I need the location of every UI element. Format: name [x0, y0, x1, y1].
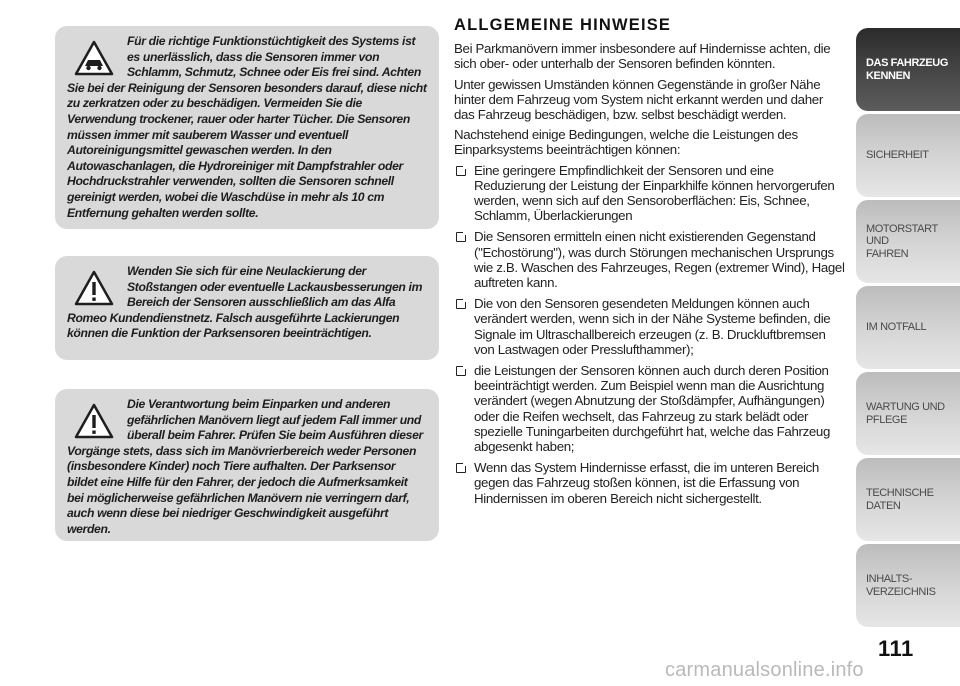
list-item-text: Die Sensoren ermitteln einen nicht existierenden Gegenstand ("Echostörung"), was durch Störungen mechanischen Ursprungs wie z.B. Waschen des Fahrzeuges, Regen (extremer Wind), Hagel auftreten kann.: [474, 229, 845, 291]
checkbox-bullet-icon: [456, 366, 466, 376]
list-item: [454, 460, 846, 506]
warning-box-repainting: [55, 256, 439, 360]
warning-text: Die Verantwortung beim Einparken und anderen gefährlichen Manövern liegt auf jedem Fall immer und überall beim Fahrer. Prüfen Sie beim Ausführen dieser Vorgänge stets, dass sich im Manövrierbereich weder Personen (insbesondere Kinder) noch Tiere aufhalten. Der Parksensor bildet eine Hilfe für den Fahrer, der jedoch die Aufmerksamkeit bei möglicherweise gefährlichen Manövern nie verringern darf, auch wenn diese bei niedriger Geschwindigkeit ausgeführt werden.: [67, 397, 423, 536]
tab-label: TECHNISCHE DATEN: [866, 487, 934, 512]
list-item: [454, 229, 846, 290]
watermark: carmanualsonline.info: [665, 659, 864, 681]
tab-label: DAS FAHRZEUG KENNEN: [866, 57, 948, 82]
tab-label: SICHERHEIT: [866, 149, 929, 162]
list-item-text: Die von den Sensoren gesendeten Meldungen können auch verändert werden, wenn sich in der Nähe Systeme befinden, die Signale im Ultraschallbereich erzeugen (z. B. Druckluftbremsen von Lastwagen oder Presslufthammer);: [474, 296, 831, 357]
page-number: 111: [878, 636, 914, 661]
list-item-text: die Leistungen der Sensoren können auch durch deren Position beeinträchtigt werden. Zum Beispiel wenn man die Ausrichtung verändert (wegen Abnutzung der Stoßdämpfer, Aufhängungen) oder die Reifen wechselt, das Fahrzeug zu stark belädt oder spezielle Tuningarbeiten durchgeführt hat, welche das Fahrzeug abgesenkt haben;: [474, 363, 831, 455]
tab-im-notfall[interactable]: [856, 286, 960, 369]
chapter-tabs: [856, 28, 960, 630]
tab-sicherheit[interactable]: [856, 114, 960, 197]
tab-label: IM NOTFALL: [866, 321, 927, 334]
tab-wartung-und-pflege[interactable]: [856, 372, 960, 455]
warning-box-driver-responsibility: [55, 389, 439, 541]
tab-label: WARTUNG UND PFLEGE: [866, 401, 945, 426]
list-item: [454, 163, 846, 224]
paragraph: Bei Parkmanövern immer insbesondere auf Hindernisse achten, die sich ober- oder unterhalb der Sensoren befinden könnten.: [454, 41, 831, 72]
list-item-text: Eine geringere Empfindlichkeit der Sensoren und eine Reduzierung der Leistung der Einparkhilfe können hervorgerufen werden, wenn sich auf den Sensoroberflächen: Eis, Schnee, Schlamm, Überlackierungen: [474, 162, 835, 224]
condition-list: [454, 163, 846, 506]
warning-text: Für die richtige Funktionstüchtigkeit des Systems ist es unerlässlich, dass die Sensoren immer von Schlamm, Schmutz, Schnee oder Eis frei sind. Achten Sie bei der Reinigung der Sensoren besonders darauf, diese nicht zu zerkratzen oder zu beschädigen. Vermeiden Sie die Verwendung trockener, rauer oder harter Tücher. Die Sensoren müssen immer mit sauberem Wasser und eventuell Autoreinigungsmittel gewaschen werden. In den Autowaschanlagen, die Hydroreiniger mit Dampfstrahler oder Hochdruckstrahler verwenden, sollten die Sensoren schnell gereinigt werden, wobei die Waschdüse in mehr als 10 cm Entfernung gehalten werden sollte.: [67, 34, 427, 220]
warning-triangle-icon: [65, 399, 123, 443]
checkbox-bullet-icon: [456, 299, 466, 309]
list-item-text: Wenn das System Hindernisse erfasst, die im unteren Bereich gegen das Fahrzeug stoßen können, ist die Erfassung von Hindernissen im oberen Bereich nicht sichergestellt.: [474, 460, 819, 506]
warning-text: Wenden Sie sich für eine Neulackierung der Stoßstangen oder eventuelle Lackausbesserungen im Bereich der Sensoren ausschließlich am das Alfa Romeo Kundendienstnetz. Falsch ausgeführte Lackierungen können die Funktion der Parksensoren beeinträchtigen.: [67, 264, 423, 341]
main-content: [454, 18, 846, 512]
checkbox-bullet-icon: [456, 232, 466, 242]
warning-triangle-icon: [65, 266, 123, 310]
tab-label: INHALTS- VERZEICHNIS: [866, 573, 936, 598]
list-item: [454, 363, 846, 454]
tab-inhaltsverzeichnis[interactable]: [856, 544, 960, 627]
paragraph: Nachstehend einige Bedingungen, welche die Leistungen des Einparksystems beeinträchtigen können:: [454, 127, 798, 158]
list-item: [454, 296, 846, 357]
tab-label: MOTORSTART UND FAHREN: [866, 222, 938, 260]
tab-das-fahrzeug-kennen[interactable]: [856, 28, 960, 111]
paragraph: Unter gewissen Umständen können Gegenstände in großer Nähe hinter dem Fahrzeug vom System nicht erkannt werden und daher das Fahrzeug beschädigen, bzw. selbst beschädigt werden.: [454, 76, 823, 123]
checkbox-bullet-icon: [456, 463, 466, 473]
section-heading: ALLGEMEINE HINWEISE: [454, 16, 672, 34]
car-skid-warning-icon: [65, 36, 123, 80]
tab-technische-daten[interactable]: [856, 458, 960, 541]
warning-box-sensor-cleaning: [55, 26, 439, 229]
tab-motorstart-und-fahren[interactable]: [856, 200, 960, 283]
checkbox-bullet-icon: [456, 166, 466, 176]
